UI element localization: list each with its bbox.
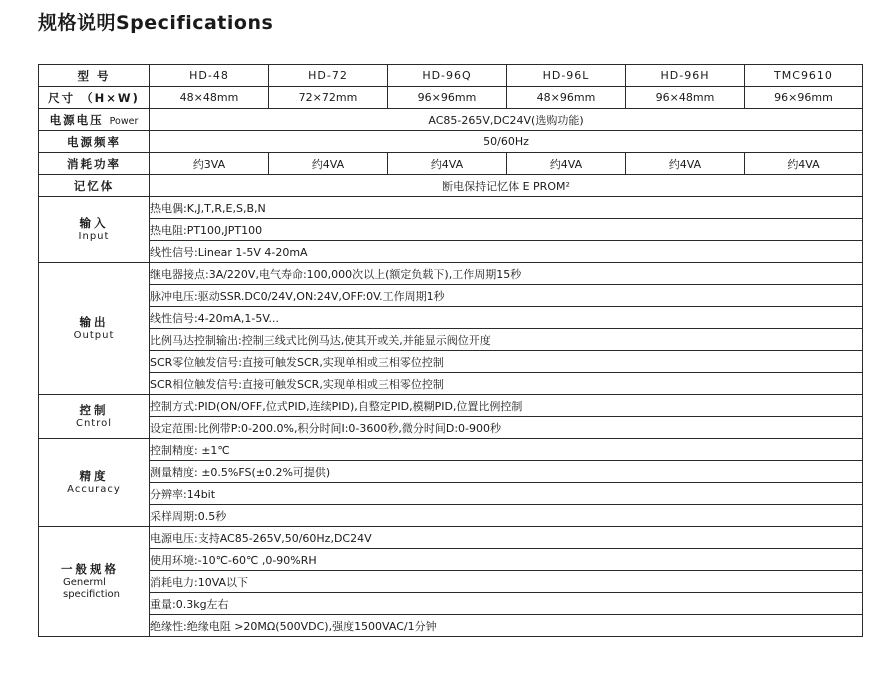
input-label-en: Input — [78, 231, 110, 243]
row-memory — [39, 175, 863, 197]
input-label-cn: 输入 — [79, 215, 109, 230]
accuracy-label-cn: 精度 — [79, 468, 109, 483]
power-label-cn: 电源电压 — [49, 112, 104, 127]
model-cell: HD-48 — [150, 65, 269, 87]
row-power — [39, 109, 863, 131]
models-label: 型 号 — [39, 65, 150, 87]
model-cell: HD-96H — [626, 65, 745, 87]
accuracy-spec: 测量精度: ±0.5%FS(±0.2%可提供) — [150, 461, 863, 483]
consumption-cell: 约4VA — [507, 153, 626, 175]
general-spec: 重量:0.3kg左右 — [150, 593, 863, 615]
output-spec: SCR相位触发信号:直接可触发SCR,实现单相或三相零位控制 — [150, 373, 863, 395]
accuracy-label-en: Accuracy — [67, 484, 121, 496]
size-cell: 96×48mm — [626, 87, 745, 109]
table-row — [39, 461, 863, 483]
table-row — [39, 351, 863, 373]
output-spec: 继电器接点:3A/220V,电气寿命:100,000次以上(额定负载下),工作周期15秒 — [150, 263, 863, 285]
size-cell: 96×96mm — [388, 87, 507, 109]
control-group-label — [39, 395, 150, 439]
consumption-cell: 约4VA — [388, 153, 507, 175]
size-cell: 48×96mm — [507, 87, 626, 109]
row-size — [39, 87, 863, 109]
output-spec: 脉冲电压:驱动SSR.DC0/24V,ON:24V,OFF:0V.工作周期1秒 — [150, 285, 863, 307]
table-row — [39, 417, 863, 439]
memory-label: 记忆体 — [39, 175, 150, 197]
model-cell: TMC9610 — [745, 65, 863, 87]
output-spec: 比例马达控制输出:控制三线式比例马达,使其开或关,并能显示阀位开度 — [150, 329, 863, 351]
control-label-cn: 控制 — [79, 402, 109, 417]
general-spec: 绝缘性:绝缘电阻 >20MΩ(500VDC),强度1500VAC/1分钟 — [150, 615, 863, 637]
consumption-cell: 约4VA — [269, 153, 388, 175]
table-row — [39, 505, 863, 527]
consumption-cell: 约3VA — [150, 153, 269, 175]
output-group-label — [39, 263, 150, 395]
output-spec: 线性信号:4-20mA,1-5V... — [150, 307, 863, 329]
size-label: 尺寸 （H×W) — [39, 87, 150, 109]
consumption-cell: 约4VA — [745, 153, 863, 175]
accuracy-spec: 分辨率:14bit — [150, 483, 863, 505]
control-spec: 控制方式:PID(ON/OFF,位式PID,连续PID),自整定PID,模糊PID,位置比例控制 — [150, 395, 863, 417]
consumption-label: 消耗功率 — [39, 153, 150, 175]
row-frequency — [39, 131, 863, 153]
size-cell: 96×96mm — [745, 87, 863, 109]
table-row — [39, 527, 863, 549]
power-label — [39, 109, 150, 131]
table-row — [39, 373, 863, 395]
input-spec: 热电阻:PT100,JPT100 — [150, 219, 863, 241]
control-spec: 设定范围:比例带P:0-200.0%,积分时间I:0-3600秒,微分时间D:0-900秒 — [150, 417, 863, 439]
model-cell: HD-96L — [507, 65, 626, 87]
input-spec: 线性信号:Linear 1-5V 4-20mA — [150, 241, 863, 263]
model-cell: HD-72 — [269, 65, 388, 87]
table-row — [39, 593, 863, 615]
table-row — [39, 571, 863, 593]
general-spec: 电源电压:支持AC85-265V,50/60Hz,DC24V — [150, 527, 863, 549]
power-label-en: Power — [109, 115, 139, 127]
input-group-label — [39, 197, 150, 263]
table-row — [39, 549, 863, 571]
output-label-cn: 输出 — [79, 314, 109, 329]
table-row — [39, 263, 863, 285]
general-label-en2: specifiction — [63, 588, 120, 600]
output-label-en: Output — [73, 330, 115, 342]
table-row — [39, 219, 863, 241]
general-group-label — [39, 527, 150, 637]
frequency-label: 电源频率 — [39, 131, 150, 153]
table-row — [39, 439, 863, 461]
general-spec: 使用环境:-10℃-60℃ ,0-90%RH — [150, 549, 863, 571]
row-models — [39, 65, 863, 87]
page-title: 规格说明Specifications — [38, 12, 274, 34]
accuracy-spec: 采样周期:0.5秒 — [150, 505, 863, 527]
control-label-en: Cntrol — [75, 418, 113, 430]
size-cell: 48×48mm — [150, 87, 269, 109]
size-cell: 72×72mm — [269, 87, 388, 109]
general-spec: 消耗电力:10VA以下 — [150, 571, 863, 593]
spec-table — [38, 64, 863, 637]
output-spec: SCR零位触发信号:直接可触发SCR,实现单相或三相零位控制 — [150, 351, 863, 373]
power-value: AC85-265V,DC24V(选购功能) — [150, 109, 863, 131]
input-spec: 热电偶:K,J,T,R,E,S,B,N — [150, 197, 863, 219]
table-row — [39, 285, 863, 307]
row-consumption — [39, 153, 863, 175]
table-row — [39, 241, 863, 263]
table-row — [39, 197, 863, 219]
general-label-cn: 一般规格 — [61, 562, 119, 577]
general-label-en1: Generml — [63, 576, 106, 588]
frequency-value: 50/60Hz — [150, 131, 863, 153]
model-cell: HD-96Q — [388, 65, 507, 87]
consumption-cell: 约4VA — [626, 153, 745, 175]
table-row — [39, 483, 863, 505]
table-row — [39, 615, 863, 637]
table-row — [39, 329, 863, 351]
table-row — [39, 307, 863, 329]
memory-value: 断电保持记忆体 E PROM² — [150, 175, 863, 197]
accuracy-group-label — [39, 439, 150, 527]
table-row — [39, 395, 863, 417]
accuracy-spec: 控制精度: ±1℃ — [150, 439, 863, 461]
